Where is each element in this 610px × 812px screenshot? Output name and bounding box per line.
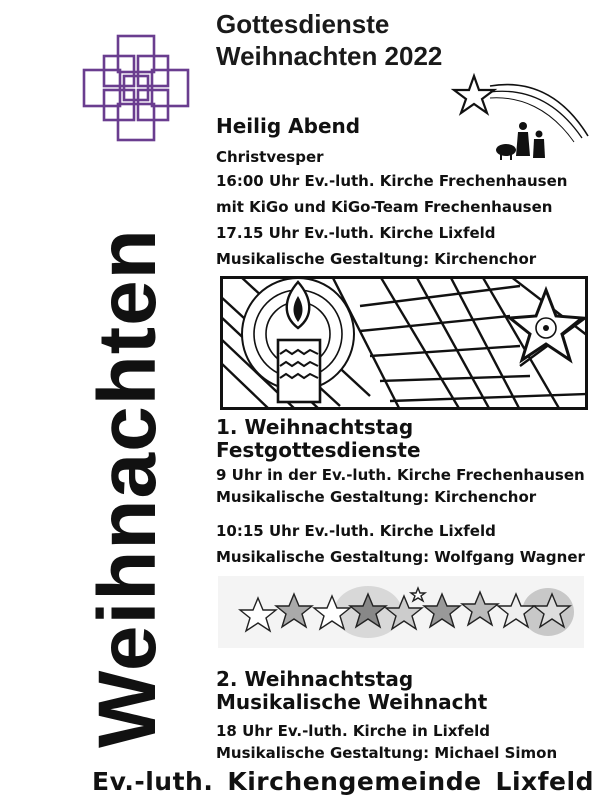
text-line: 17.15 Uhr Ev.-luth. Kirche Lixfeld xyxy=(216,224,496,242)
stars-banner xyxy=(218,576,584,648)
section-heading: Heilig Abend xyxy=(216,114,361,138)
text-line: 16:00 Uhr Ev.-luth. Kirche Frechenhausen xyxy=(216,172,568,190)
title-line-1: Gottesdienste xyxy=(216,9,390,39)
candle-star-woodcut xyxy=(220,276,588,410)
text-line: 9 Uhr in der Ev.-luth. Kirche Frechenhausen xyxy=(216,466,585,484)
text-line: 10:15 Uhr Ev.-luth. Kirche Lixfeld xyxy=(216,522,496,540)
text-line: Musikalische Gestaltung: Kirchenchor xyxy=(216,488,537,506)
footer-part: Kirchengemeinde xyxy=(227,767,482,796)
text-line: Christvesper xyxy=(216,148,324,166)
section-subheading: Musikalische Weihnacht xyxy=(216,690,488,714)
text-line: 18 Uhr Ev.-luth. Kirche in Lixfeld xyxy=(216,722,491,740)
zweiter-weihnachtstag-section xyxy=(216,668,557,764)
section-heading: 1. Weihnachtstag xyxy=(216,415,414,439)
section-subheading: Festgottesdienste xyxy=(216,438,421,462)
text-line: Musikalische Gestaltung: Michael Simon xyxy=(216,744,558,762)
heilig-abend-section xyxy=(216,114,567,272)
footer-congregation xyxy=(92,767,608,796)
erster-weihnachtstag-section xyxy=(216,416,585,568)
footer-part: Ev.-luth. xyxy=(92,767,214,796)
text-line: Musikalische Gestaltung: Wolfgang Wagner xyxy=(216,548,585,566)
text-line: Musikalische Gestaltung: Kirchenchor xyxy=(216,250,537,268)
text-line: mit KiGo und KiGo-Team Frechenhausen xyxy=(216,198,553,216)
interlaced-cross-icon xyxy=(80,34,192,142)
section-heading: 2. Weihnachtstag xyxy=(216,667,414,691)
vertical-title: Weihnachten xyxy=(82,228,173,748)
title-line-2: Weihnachten 2022 xyxy=(216,41,443,71)
footer-part: Lixfeld xyxy=(495,767,594,796)
page-title xyxy=(216,8,442,72)
